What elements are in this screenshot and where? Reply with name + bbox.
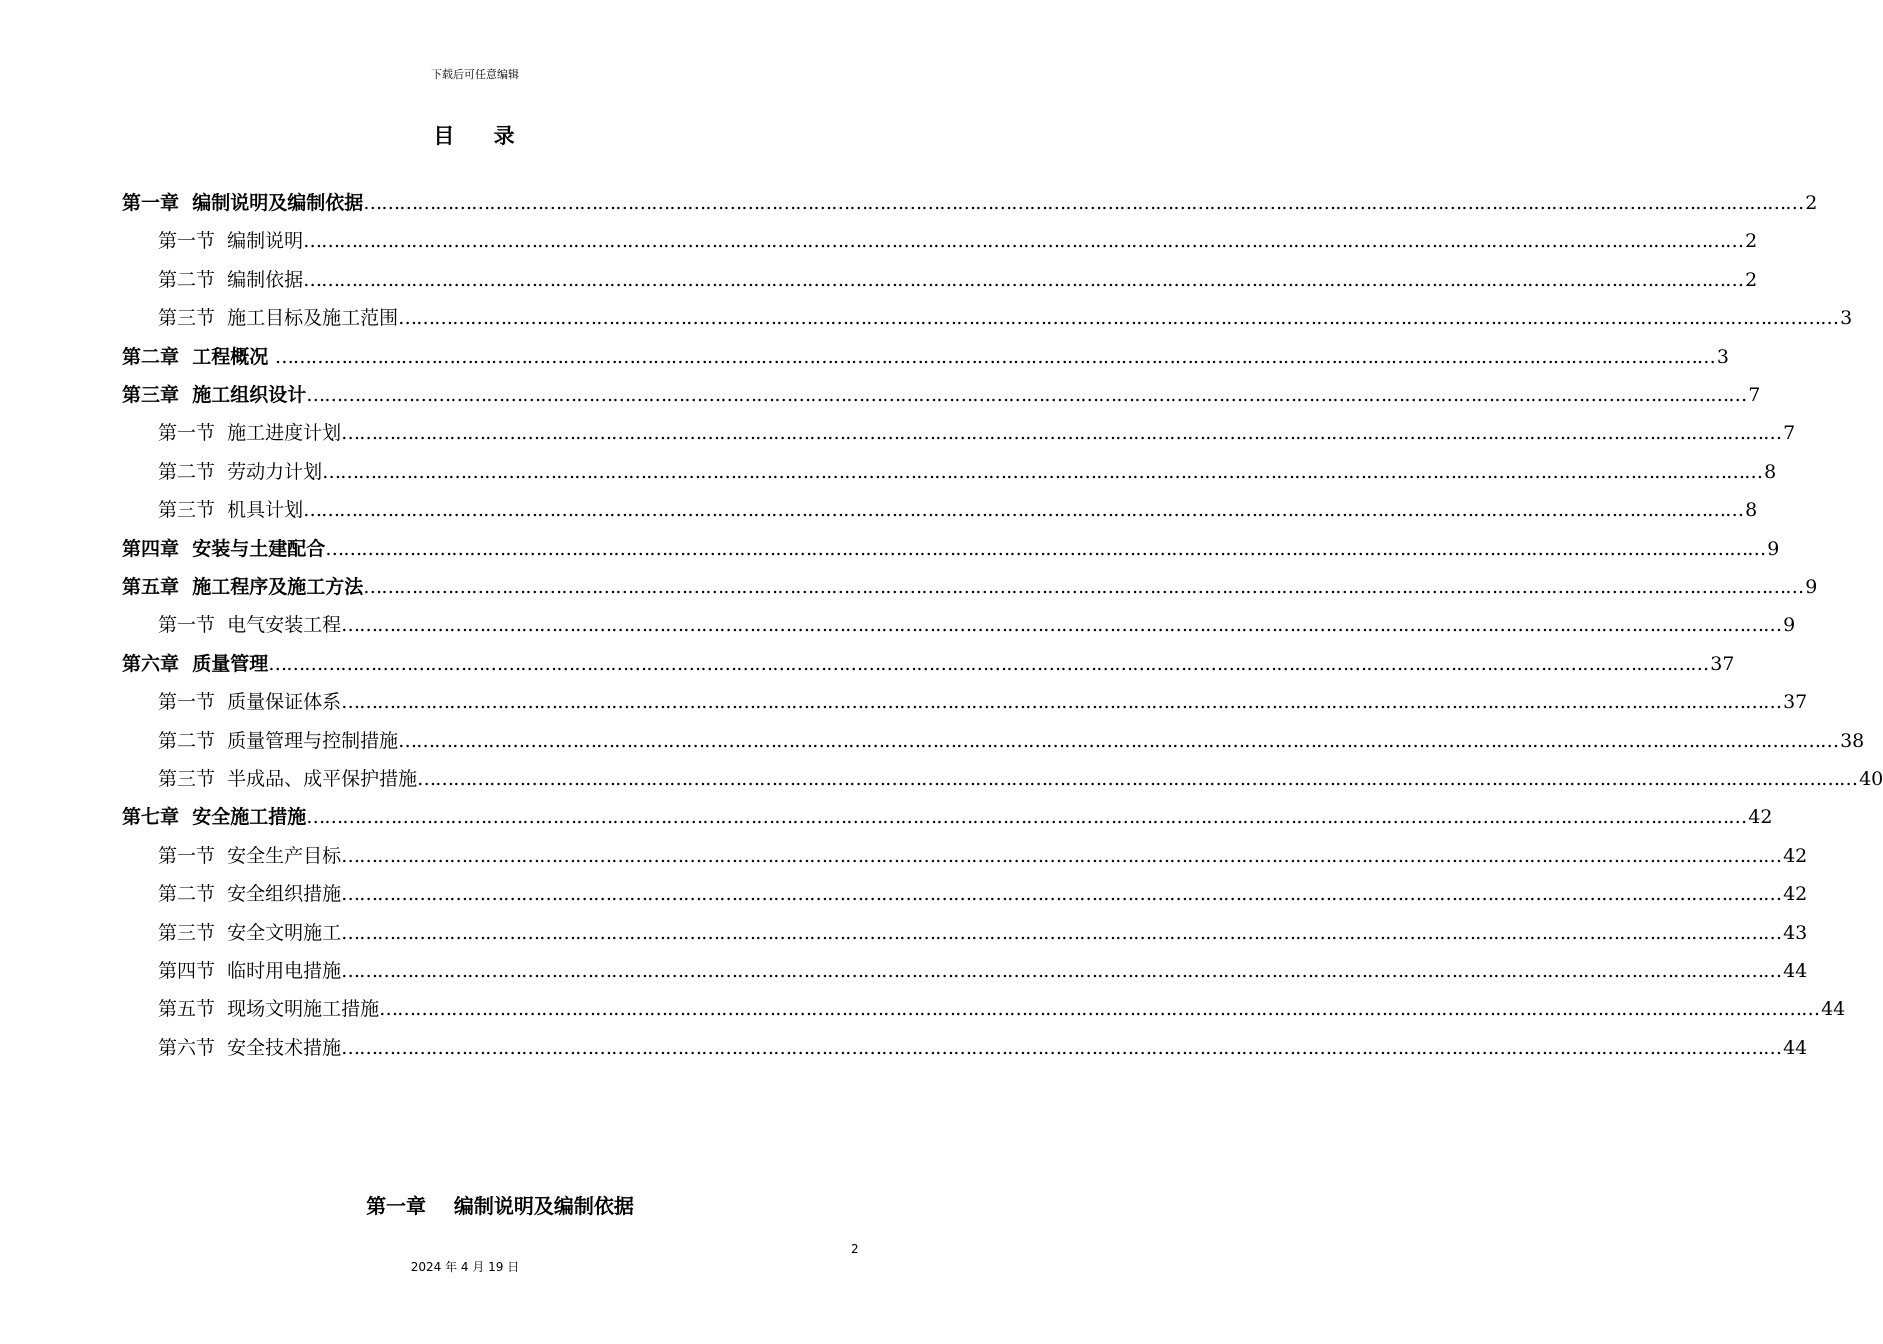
toc-dot-leader: ……………………………………………………………………………………………………………………………………………………………………………………………………………………: [417, 768, 1858, 790]
toc-dot-leader: ……………………………………………………………………………………………………………………………………………………………………………………………………………………: [379, 998, 1820, 1021]
toc-entry-page: 42: [1783, 883, 1808, 906]
toc-dot-leader: ……………………………………………………………………………………………………………………………………………………………………………………………………………………: [303, 268, 1744, 291]
toc-entry-label: 第六章 质量管理: [122, 652, 269, 675]
toc-entry-page: 7: [1783, 422, 1796, 445]
toc-entry[interactable]: [158, 414, 1796, 452]
chapter-heading: 第一章 编制说明及编制依据: [366, 1194, 634, 1218]
toc-entry[interactable]: [122, 568, 1818, 606]
toc-entry-page: 37: [1710, 652, 1735, 675]
toc-entry[interactable]: [158, 875, 1808, 913]
toc-entry-page: 42: [1748, 806, 1773, 829]
toc-entry-page: 44: [1821, 998, 1846, 1021]
toc-entry-label: 第二节 安全组织措施: [158, 883, 342, 906]
toc-entry[interactable]: [122, 184, 1818, 222]
toc-dot-leader: ……………………………………………………………………………………………………………………………………………………………………………………………………………………: [341, 1036, 1782, 1059]
toc-entry-page: 7: [1748, 384, 1761, 406]
toc-entry-label: 第三章 施工组织设计: [122, 384, 307, 406]
toc-entry-page: 9: [1767, 537, 1780, 560]
toc-entry-label: 第四节 临时用电措施: [158, 960, 342, 982]
toc-dot-leader: ……………………………………………………………………………………………………………………………………………………………………………………………………………………: [341, 844, 1782, 867]
toc-dot-leader: ……………………………………………………………………………………………………………………………………………………………………………………………………………………: [341, 960, 1782, 982]
toc-entry-label: 第一节 质量保证体系: [158, 691, 342, 714]
toc-dot-leader: ……………………………………………………………………………………………………………………………………………………………………………………………………………………: [341, 614, 1782, 637]
toc-entry-label: 第六节 安全技术措施: [158, 1036, 342, 1059]
toc-entry[interactable]: [122, 798, 1773, 836]
toc-entry[interactable]: [122, 376, 1761, 414]
toc-entry[interactable]: [122, 645, 1735, 683]
toc-title: 目 录: [433, 124, 517, 148]
footer-date: 2024 年 4 月 19 日: [410, 1260, 520, 1274]
toc-dot-leader: ……………………………………………………………………………………………………………………………………………………………………………………………………………………: [341, 921, 1782, 944]
toc-entry[interactable]: [158, 222, 1758, 260]
toc-entry-page: 2: [1805, 192, 1818, 214]
toc-dot-leader: ……………………………………………………………………………………………………………………………………………………………………………………………………………………: [268, 652, 1709, 675]
toc-entry[interactable]: [158, 1029, 1808, 1067]
toc-entry-page: 42: [1783, 844, 1808, 867]
toc-entry-label: 第三节 半成品、成平保护措施: [158, 768, 418, 790]
toc-entry[interactable]: [158, 914, 1808, 952]
toc-entry-label: 第三节 施工目标及施工范围: [158, 307, 399, 330]
page-number: 2: [851, 1242, 859, 1256]
toc-entry[interactable]: [158, 299, 1853, 337]
toc-entry-page: 44: [1783, 960, 1808, 982]
toc-entry[interactable]: [158, 990, 1846, 1028]
toc-entry-page: 43: [1783, 921, 1808, 944]
toc-dot-leader: ……………………………………………………………………………………………………………………………………………………………………………………………………………………: [303, 230, 1744, 253]
toc-entry-label: 第一节 编制说明: [158, 230, 304, 253]
toc-entry[interactable]: [158, 261, 1758, 299]
toc-dot-leader: ……………………………………………………………………………………………………………………………………………………………………………………………………………………: [322, 460, 1763, 483]
toc-entry-page: 9: [1783, 614, 1796, 637]
toc-entry-label: 第五节 现场文明施工措施: [158, 998, 380, 1021]
toc-entry-page: 3: [1840, 307, 1853, 330]
toc-entry-label: 第一章 编制说明及编制依据: [122, 192, 364, 214]
toc-dot-leader: ……………………………………………………………………………………………………………………………………………………………………………………………………………………: [341, 691, 1782, 714]
toc-entry-page: 40: [1859, 768, 1883, 790]
toc-entry[interactable]: [158, 491, 1758, 529]
toc-entry-label: 第四章 安装与土建配合: [122, 537, 326, 560]
toc-dot-leader: ……………………………………………………………………………………………………………………………………………………………………………………………………………………: [303, 499, 1744, 522]
toc-entry[interactable]: [158, 722, 1865, 760]
toc-entry-label: 第三节 安全文明施工: [158, 921, 342, 944]
toc-entry-label: 第二章 工程概况: [122, 345, 275, 368]
toc-entry[interactable]: [158, 453, 1777, 491]
toc-entry-label: 第三节 机具计划: [158, 499, 304, 522]
toc-entry-page: 3: [1716, 345, 1729, 368]
page-header: 下载后可任意编辑: [431, 68, 519, 81]
toc-entry[interactable]: [158, 837, 1808, 875]
toc-entry-page: 2: [1745, 230, 1758, 253]
toc-entry[interactable]: [122, 530, 1780, 568]
toc-dot-leader: ……………………………………………………………………………………………………………………………………………………………………………………………………………………: [341, 422, 1782, 445]
toc-entry-label: 第二节 编制依据: [158, 268, 304, 291]
toc-entry-label: 第七章 安全施工措施: [122, 806, 307, 829]
toc-entry-page: 37: [1783, 691, 1808, 714]
toc-dot-leader: ……………………………………………………………………………………………………………………………………………………………………………………………………………………: [274, 345, 1715, 368]
toc-entry[interactable]: [158, 606, 1796, 644]
toc-dot-leader: ……………………………………………………………………………………………………………………………………………………………………………………………………………………: [398, 729, 1839, 752]
toc-entry[interactable]: [158, 952, 1808, 990]
toc-entry-label: 第一节 电气安装工程: [158, 614, 342, 637]
toc-entry-page: 2: [1745, 268, 1758, 291]
toc-dot-leader: ……………………………………………………………………………………………………………………………………………………………………………………………………………………: [306, 806, 1747, 829]
toc-entry-page: 44: [1783, 1036, 1808, 1059]
toc-entry-page: 9: [1805, 576, 1818, 598]
toc-entry-page: 38: [1840, 729, 1865, 752]
toc-entry-label: 第二节 劳动力计划: [158, 460, 323, 483]
toc-entry-label: 第一节 施工进度计划: [158, 422, 342, 445]
toc-entry[interactable]: [122, 338, 1729, 376]
toc-dot-leader: ……………………………………………………………………………………………………………………………………………………………………………………………………………………: [363, 576, 1804, 598]
toc-entry[interactable]: [158, 760, 1883, 798]
toc-dot-leader: ……………………………………………………………………………………………………………………………………………………………………………………………………………………: [325, 537, 1766, 560]
toc-dot-leader: ……………………………………………………………………………………………………………………………………………………………………………………………………………………: [341, 883, 1782, 906]
toc-dot-leader: ……………………………………………………………………………………………………………………………………………………………………………………………………………………: [363, 192, 1804, 214]
toc-entry-page: 8: [1745, 499, 1758, 522]
toc-dot-leader: ……………………………………………………………………………………………………………………………………………………………………………………………………………………: [398, 307, 1839, 330]
toc-entry[interactable]: [158, 683, 1808, 721]
toc-entry-label: 第二节 质量管理与控制措施: [158, 729, 399, 752]
toc-entry-label: 第五章 施工程序及施工方法: [122, 576, 364, 598]
toc-entry-label: 第一节 安全生产目标: [158, 844, 342, 867]
toc-dot-leader: ……………………………………………………………………………………………………………………………………………………………………………………………………………………: [306, 384, 1747, 406]
toc-entry-page: 8: [1764, 460, 1777, 483]
